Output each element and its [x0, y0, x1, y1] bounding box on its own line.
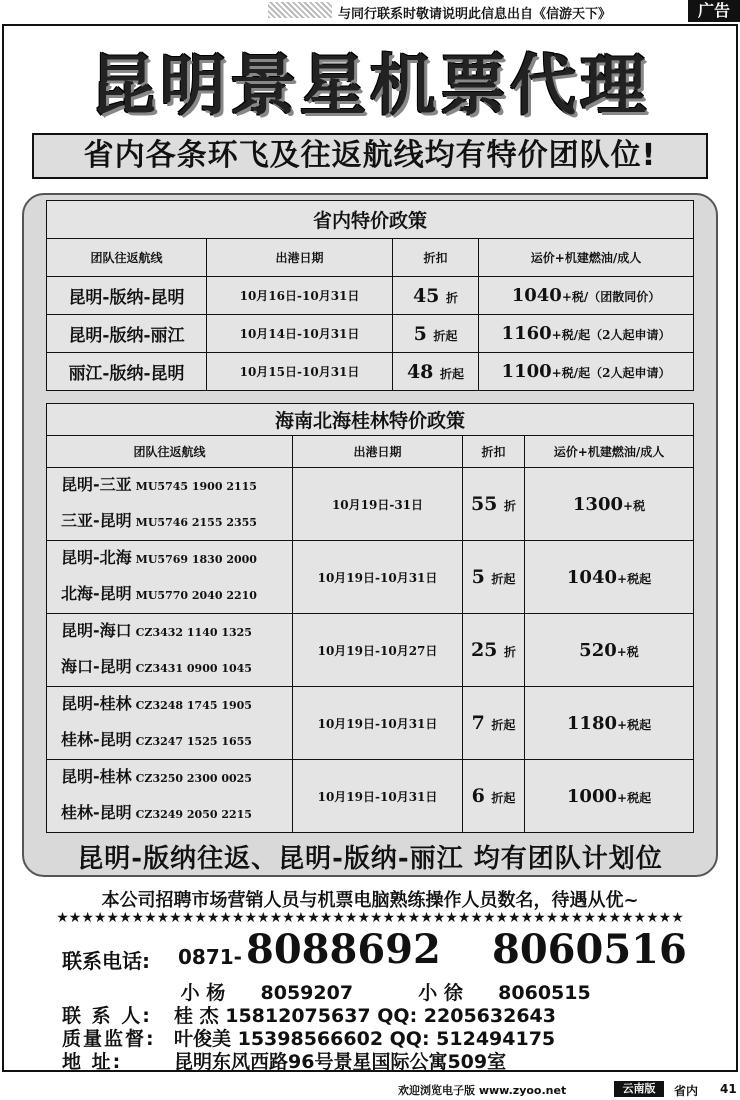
star-divider: ★★★★★★★★★★★★★★★★★★★★★★★★★★★★★★★★★★★★★★★★★★★★★★★★★★: [56, 910, 684, 926]
discount-value: 7: [471, 712, 485, 734]
outbound-route: 昆明-北海: [61, 548, 132, 567]
return-flight: MU5746 2155 2355: [135, 516, 257, 529]
date-cell: 10月19日-10月27日: [293, 614, 463, 687]
outbound-flight: CZ3432 1140 1325: [135, 626, 252, 639]
price-note: +税: [623, 498, 646, 513]
price-cell: [525, 760, 694, 833]
date-cell: 10月16日-10月31日: [207, 277, 393, 315]
column-header: 运价+机建燃油/成人: [479, 239, 694, 277]
staff-name: 小 杨: [180, 982, 226, 1004]
date-cell: 10月19日-10月31日: [293, 687, 463, 760]
column-header: 团队往返航线: [47, 436, 293, 468]
price-cell: [525, 687, 694, 760]
quality-label: 质量监督:: [62, 1028, 156, 1050]
column-header: 出港日期: [293, 436, 463, 468]
footer-site[interactable]: 欢迎浏览电子版 www.zyoo.net: [398, 1084, 567, 1097]
address-label: 地 址:: [62, 1051, 123, 1073]
table-row: [47, 353, 694, 391]
column-header: 折扣: [463, 436, 525, 468]
price-value: 1180: [566, 712, 618, 734]
return-route: 桂林-昆明: [61, 803, 132, 822]
outbound-route: 昆明-三亚: [61, 475, 132, 494]
phone-area-code: 0871-: [178, 945, 242, 969]
discount-value: 55: [470, 493, 498, 515]
outbound-flight: CZ3248 1745 1905: [135, 699, 252, 712]
source-notice: 与同行联系时敬请说明此信息出自《信游天下》: [338, 7, 612, 22]
discount-unit: 折: [504, 645, 517, 659]
price-cell: [479, 315, 694, 353]
column-header: 折扣: [393, 239, 479, 277]
top-strip: [0, 0, 740, 22]
discount-cell: [463, 468, 525, 541]
address: [62, 1047, 506, 1074]
staff-phone[interactable]: 8059207: [260, 982, 354, 1004]
price-cell: [479, 277, 694, 315]
table-row: [47, 277, 694, 315]
outbound-flight: MU5745 1900 2115: [135, 480, 257, 493]
ad-tag: 广告: [688, 0, 740, 22]
discount-cell: [463, 687, 525, 760]
discount-cell: [393, 353, 479, 391]
outbound-flight: CZ3250 2300 0025: [135, 772, 252, 785]
return-flight: CZ3247 1525 1655: [135, 735, 252, 748]
price-note: +税/（团散同价）: [561, 290, 661, 304]
price-value: 1040: [566, 566, 618, 588]
page-number: 41: [720, 1082, 737, 1096]
discount-cell: [463, 760, 525, 833]
discount-unit: 折起: [491, 791, 516, 805]
column-header: 出港日期: [207, 239, 393, 277]
return-route: 海口-昆明: [61, 657, 132, 676]
discount-cell: [463, 614, 525, 687]
price-note: +税/起（2人起申请）: [551, 328, 671, 342]
discount-unit: 折起: [433, 328, 458, 343]
staff-phone[interactable]: 8060515: [498, 982, 591, 1004]
discount-value: 48: [406, 360, 434, 383]
price-note: +税: [616, 644, 639, 659]
price-note: +税/起（2人起申请）: [551, 366, 671, 380]
outbound-flight: MU5769 1830 2000: [135, 553, 257, 566]
table-caption: 省内特价政策: [47, 201, 694, 239]
table-row: [47, 614, 694, 687]
price-note: +税起: [617, 790, 652, 805]
discount-value: 45: [412, 284, 440, 307]
staff-name: 小 徐: [418, 982, 463, 1004]
recruitment-notice: 本公司招聘市场营销人员与机票电脑熟练操作人员数名，待遇从优~: [101, 890, 639, 911]
price-note: +税起: [617, 717, 652, 732]
price-cell: [525, 614, 694, 687]
price-value: 1160: [501, 323, 552, 344]
section-label: 省内: [674, 1084, 699, 1098]
discount-unit: 折起: [491, 718, 516, 732]
pattern-decoration: [268, 2, 332, 18]
discount-cell: [463, 541, 525, 614]
page-title: 昆明景星机票代理: [90, 47, 650, 124]
outbound-route: 昆明-桂林: [61, 694, 132, 713]
price-cell: [525, 468, 694, 541]
table-row: [47, 468, 694, 541]
price-value: 1000: [566, 785, 618, 807]
table-row: [47, 687, 694, 760]
quality-value: 叶俊美 15398566602 QQ: 512494175: [174, 1028, 556, 1050]
price-value: 1300: [572, 493, 624, 515]
price-cell: [525, 541, 694, 614]
discount-unit: 折: [504, 499, 517, 513]
return-route: 北海-昆明: [61, 584, 132, 603]
return-route: 桂林-昆明: [61, 730, 132, 749]
discount-value: 5: [471, 566, 485, 588]
discount-unit: 折: [446, 290, 459, 305]
route-cell: 昆明-版纳-昆明: [47, 277, 207, 315]
date-cell: 10月15日-10月31日: [207, 353, 393, 391]
return-flight: CZ3431 0900 1045: [135, 662, 252, 675]
price-value: 1100: [501, 361, 552, 382]
route-cell: 丽江-版纳-昆明: [47, 353, 207, 391]
hainan-beihai-guilin-policy-table: [46, 403, 694, 833]
subtitle-banner: 省内各条环飞及往返航线均有特价团队位!: [32, 133, 708, 179]
column-header: 团队往返航线: [47, 239, 207, 277]
contact-person-label: 联 系 人:: [62, 1005, 152, 1027]
provincial-policy-table: [46, 200, 694, 391]
outbound-route: 昆明-海口: [61, 621, 132, 640]
contact-person-value: 桂 杰 15812075637 QQ: 2205632643: [174, 1005, 556, 1027]
flight-cell: [47, 614, 293, 687]
discount-cell: [393, 315, 479, 353]
table-caption: 海南北海桂林特价政策: [47, 404, 694, 436]
price-note: +税起: [617, 571, 652, 586]
flight-cell: [47, 541, 293, 614]
group-plan-note: 昆明-版纳往返、昆明-版纳-丽江 均有团队计划位: [77, 844, 663, 874]
return-flight: CZ3249 2050 2215: [135, 808, 252, 821]
discount-unit: 折起: [440, 366, 465, 381]
edition-badge: 云南版: [614, 1081, 664, 1097]
outbound-route: 昆明-桂林: [61, 767, 132, 786]
discount-value: 5: [413, 322, 427, 345]
date-cell: 10月14日-10月31日: [207, 315, 393, 353]
address-value: 昆明东风西路96号景星国际公寓509室: [174, 1051, 507, 1073]
date-cell: 10月19日-31日: [293, 468, 463, 541]
date-cell: 10月19日-10月31日: [293, 760, 463, 833]
discount-value: 25: [470, 639, 498, 661]
price-value: 1040: [511, 285, 562, 306]
phone-number-secondary[interactable]: 8060516: [492, 926, 687, 973]
table-row: [47, 315, 694, 353]
return-route: 三亚-昆明: [61, 511, 132, 530]
return-flight: MU5770 2040 2210: [135, 589, 257, 602]
flight-cell: [47, 687, 293, 760]
route-cell: 昆明-版纳-丽江: [47, 315, 207, 353]
page-footer: [0, 1078, 740, 1100]
date-cell: 10月19日-10月31日: [293, 541, 463, 614]
table-row: [47, 541, 694, 614]
discount-unit: 折起: [491, 572, 516, 586]
phone-label: 联系电话:: [62, 949, 150, 973]
flight-cell: [47, 468, 293, 541]
phone-number-primary[interactable]: 8088692: [246, 926, 441, 973]
discount-value: 6: [471, 785, 485, 807]
table-row: [47, 760, 694, 833]
flight-cell: [47, 760, 293, 833]
price-value: 520: [579, 639, 617, 661]
column-header: 运价+机建燃油/成人: [525, 436, 694, 468]
discount-cell: [393, 277, 479, 315]
price-cell: [479, 353, 694, 391]
